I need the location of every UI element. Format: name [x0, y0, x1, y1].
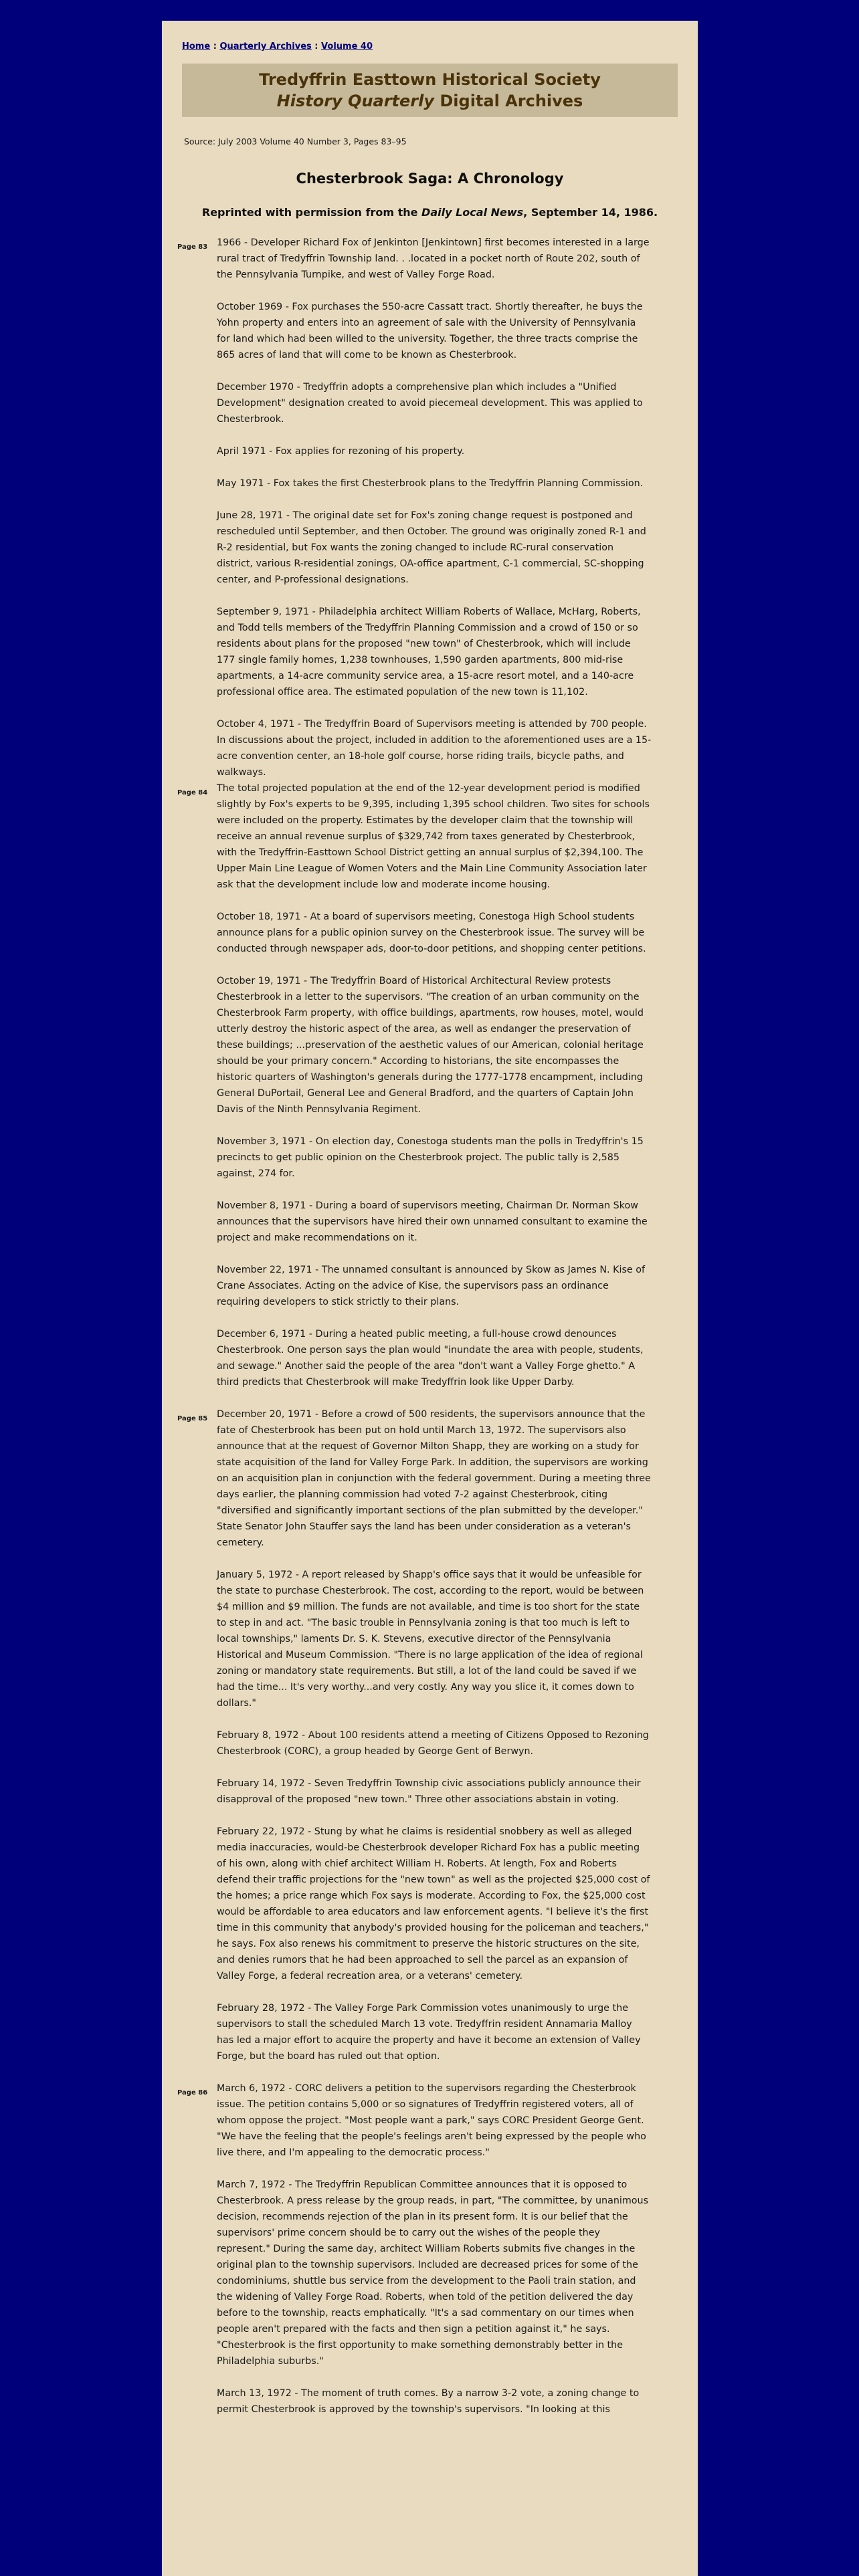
entry-text: December 20, 1971 - Before a crowd of 500 residents, the supervisors announce that the fate of Chesterbrook has been put on hold until March 13, 1972. The supervisors also announce that at the request of Governor Milton Shapp, they are working on a study for state acquisition of the land for Valley Forge Park. In addition, the supervisors are working on an acquisition plan in conjunction with the federal government. During a meeting three days earlier, the planning commission had voted 7-2 against Chesterbrook, citing "diversified and significantly important sections of the plan submitted by the developer." State Senator John Stauffer says the land has been under consideration as a veteran's cemetery. [217, 1409, 651, 1548]
chronology-entry [177, 2080, 652, 2161]
breadcrumb-separator: : [213, 41, 217, 51]
site-banner [182, 64, 678, 117]
entry-text: December 6, 1971 - During a heated public meeting, a full-house crowd denounces Chesterbrook. One person says the plan would "inundate the area with people, students, and sewage." Another said the people of the area "don't want a Valley Forge ghetto." A third predicts that Chesterbrook will make Tredyffrin look like Upper Darby. [217, 1329, 644, 1388]
page-number-label: Page 84 [177, 789, 208, 796]
chronology-entry [177, 235, 652, 283]
chronology-entry [217, 2177, 652, 2369]
entry-text: February 28, 1972 - The Valley Forge Park Commission votes unanimously to urge the supervisors to stall the scheduled March 13 vote. Tredyffrin resident Annamaria Malloy has led a major effort to acquire the property and have it become an extension of Valley Forge, but the board has ruled out that option. [217, 2003, 641, 2062]
chronology-entry [217, 475, 652, 492]
breadcrumb [182, 41, 373, 51]
chronology-entry [217, 909, 652, 957]
page-number-label: Page 85 [177, 1415, 208, 1422]
entry-text: April 1971 - Fox applies for rezoning of his property. [217, 446, 465, 457]
banner-archive-name [182, 90, 678, 112]
reprint-suffix: , September 14, 1986. [523, 206, 658, 219]
entry-text: June 28, 1971 - The original date set for Fox's zoning change request is postponed and rescheduled until September, and then October. The ground was originally zoned R-1 and R-2 residential, but Fox wants the zoning changed to include RC-rural conservation district, various R-residential zonings, OA-office apartment, C-1 commercial, SC-shopping center, and P-professional designations. [217, 510, 646, 585]
entry-text: March 7, 1972 - The Tredyffrin Republican Committee announces that it is opposed to Chesterbrook. A press release by the group reads, in part, "The committee, by unanimous decision, recommends rejection of the plan in its present form. It is our belief that the supervisors' prime concern should be to carry out the wishes of the people they represent." During the same day, architect William Roberts submits five changes in the original plan to the township supervisors. Included are decreased prices for some of the condominiums, shuttle bus service from the development to the Paoli train station, and the widening of Valley Forge Road. Roberts, when told of the petition delivered the day before to the township, reacts emphatically. "It's a sad commentary on our times when people aren't prepared with the facts and then sign a petition against it," he says. "Chesterbrook is the first opportunity to make something demonstrably better in the Philadelphia suburbs." [217, 2179, 649, 2367]
chronology-entry [217, 1198, 652, 1246]
chronology-entry [217, 716, 652, 780]
entry-text: May 1971 - Fox takes the first Chesterbrook plans to the Tredyffrin Planning Commission. [217, 478, 644, 489]
breadcrumb-home-link[interactable]: Home [182, 41, 211, 51]
chronology-entry [217, 508, 652, 588]
banner-quarterly-italic: History Quarterly [276, 92, 435, 110]
entry-text: December 1970 - Tredyffrin adopts a comprehensive plan which includes a "Unified Development" designation created to avoid piecemeal development. This was applied to Chesterbrook. [217, 382, 643, 425]
entry-text: February 22, 1972 - Stung by what he claims is residential snobbery as well as alleged media inaccuracies, would-be Chesterbrook developer Richard Fox has a public meeting of his own, along with chief architect William H. Roberts. At length, Fox and Roberts defend their traffic projections for the "new town" as well as the projected $25,000 cost of the homes; a price range which Fox says is moderate. According to Fox, the $25,000 cost would be affordable to area educators and law enforcement agents. "I believe it's the first time in this community that anybody's provided housing for the policeman and teachers," he says. Fox also renews his commitment to preserve the historic structures on the site, and denies rumors that he had been approached to sell the parcel as an expansion of Valley Forge, a federal recreation area, or a veterans' cemetery. [217, 1826, 650, 1981]
chronology-entry [177, 780, 652, 893]
article-title: Chesterbrook Saga: A Chronology [296, 171, 564, 187]
chronology-entry [217, 443, 652, 459]
entry-text: November 8, 1971 - During a board of supervisors meeting, Chairman Dr. Norman Skow announces that the supervisors have hired their own unnamed consultant to examine the project and make recommendations on it. [217, 1200, 648, 1243]
entry-text: February 14, 1972 - Seven Tredyffrin Township civic associations publicly announce their disapproval of the proposed "new town." Three other associations abstain in voting. [217, 1778, 641, 1805]
chronology-entry [217, 1776, 652, 1808]
chronology-entry [217, 1134, 652, 1182]
chronology-entry [217, 379, 652, 427]
banner-society-name: Tredyffrin Easttown Historical Society [259, 70, 601, 89]
breadcrumb-archives-link[interactable]: Quarterly Archives [219, 41, 312, 51]
page-number-label: Page 86 [177, 2089, 208, 2097]
chronology-entry [217, 1326, 652, 1390]
chronology-entry [217, 973, 652, 1117]
chronology-entry [217, 1262, 652, 1310]
chronology-entry [217, 2385, 652, 2418]
chronology-entry [217, 299, 652, 363]
breadcrumb-separator: : [314, 41, 318, 51]
entry-text: 1966 - Developer Richard Fox of Jenkinton [Jenkintown] first becomes interested in a large rural tract of Tredyffrin Township land. . .located in a pocket north of Route 202, south of the Pennsylvania Turnpike, and west of Valley Forge Road. [217, 237, 650, 280]
entry-text: March 13, 1972 - The moment of truth comes. By a narrow 3-2 vote, a zoning change to permit Chesterbrook is approved by the township's supervisors. "In looking at this [217, 2388, 640, 2415]
chronology-entry [217, 1824, 652, 1984]
entry-text: October 18, 1971 - At a board of supervisors meeting, Conestoga High School students announce plans for a public opinion survey on the Chesterbrook issue. The survey will be conducted through newspaper ads, door-to-door petitions, and shopping center petitions. [217, 911, 646, 954]
entry-text: October 1969 - Fox purchases the 550-acre Cassatt tract. Shortly thereafter, he buys the Yohn property and enters into an agreement of sale with the University of Pennsylvania for land which had been willed to the university. Together, the three tracts comprise the 865 acres of land that will come to be known as Chesterbrook. [217, 302, 643, 360]
entry-text: November 3, 1971 - On election day, Conestoga students man the polls in Tredyffrin's 15 precincts to get public opinion on the Chesterbrook project. The public tally is 2,585 against, 274 for. [217, 1136, 644, 1179]
banner-digital-archives: Digital Archives [434, 92, 583, 110]
chronology-entry [217, 1567, 652, 1711]
article-page [162, 21, 698, 2576]
chronology-entries [177, 235, 652, 2434]
chronology-entry [217, 2000, 652, 2064]
entry-text: October 19, 1971 - The Tredyffrin Board of Historical Architectural Review protests Chesterbrook in a letter to the supervisors. "The creation of an urban community on the Chesterbrook Farm property, with office buildings, apartments, row houses, motel, would utterly destroy the historic aspect of the area, as well as endanger the preservation of these buildings; ...preservation of the aesthetic values of our American, colonial heritage should be your primary concern." According to historians, the site encompasses the historic quarters of Washington's generals during the 1777-1778 encampment, including General DuPortail, General Lee and General Bradford, and the quarters of Captain John Davis of the Ninth Pennsylvania Regiment. [217, 976, 644, 1115]
entry-text: November 22, 1971 - The unnamed consultant is announced by Skow as James N. Kise of Crane Associates. Acting on the advice of Kise, the supervisors pass an ordinance requiring developers to stick strictly to their plans. [217, 1265, 646, 1307]
chronology-entry [217, 604, 652, 700]
entry-text: March 6, 1972 - CORC delivers a petition to the supervisors regarding the Chesterbrook issue. The petition contains 5,000 or so signatures of Tredyffrin registered voters, all of whom oppose the project. "Most people want a park," says CORC President George Gent. "We have the feeling that the people's feelings aren't being expressed by the people who live there, and I'm appealing to the democratic process." [217, 2083, 646, 2158]
entry-text: October 4, 1971 - The Tredyffrin Board of Supervisors meeting is attended by 700 people. In discussions about the project, included in addition to the aforementioned uses are a 15-acre convention center, an 18-hole golf course, horse riding trails, bicycle paths, and walkways. [217, 719, 652, 778]
chronology-entry [217, 1727, 652, 1759]
breadcrumb-volume-link[interactable]: Volume 40 [321, 41, 373, 51]
source-citation: Source: July 2003 Volume 40 Number 3, Pages 83–95 [184, 136, 407, 146]
reprint-paper-name: Daily Local News [421, 206, 524, 219]
reprint-prefix: Reprinted with permission from the [201, 206, 422, 219]
entry-text: February 8, 1972 - About 100 residents attend a meeting of Citizens Opposed to Rezoning Chesterbrook (CORC), a group headed by George Gent of Berwyn. [217, 1730, 649, 1757]
reprint-notice [162, 206, 698, 219]
entry-text: January 5, 1972 - A report released by Shapp's office says that it would be unfeasible for the state to purchase Chesterbrook. The cost, according to the report, would be between $4 million and $9 million. The funds are not available, and time is too short for the state to step in and act. "The basic trouble in Pennsylvania zoning is that too much is left to local townships," laments Dr. S. K. Stevens, executive director of the Pennsylvania Historical and Museum Commission. "There is no large application of the idea of regional zoning or mandatory state requirements. But still, a lot of the land could be saved if we had the time... It's very worthy...and very costly. Any way you slice it, it comes down to dollars." [217, 1570, 644, 1709]
chronology-entry [177, 1406, 652, 1551]
page-number-label: Page 83 [177, 243, 208, 251]
entry-text: September 9, 1971 - Philadelphia architect William Roberts of Wallace, McHarg, Roberts, and Todd tells members of the Tredyffrin Planning Commission and a crowd of 150 or so residents about plans for the proposed "new town" of Chesterbrook, which will include 177 single family homes, 1,238 townhouses, 1,590 garden apartments, 800 mid-rise apartments, a 14-acre community service area, a 15-acre resort motel, and a 140-acre professional office area. The estimated population of the new town is 11,102. [217, 607, 641, 697]
entry-text: The total projected population at the end of the 12-year development period is modified slightly by Fox's experts to be 9,395, including 1,395 school children. Two sites for schools were included on the property. Estimates by the developer claim that the township will receive an annual revenue surplus of $329,742 from taxes generated by Chesterbrook, with the Tredyffrin-Easttown School District getting an annual surplus of $2,394,100. The Upper Main Line League of Women Voters and the Main Line Community Association later ask that the development include low and moderate income housing. [217, 783, 650, 890]
